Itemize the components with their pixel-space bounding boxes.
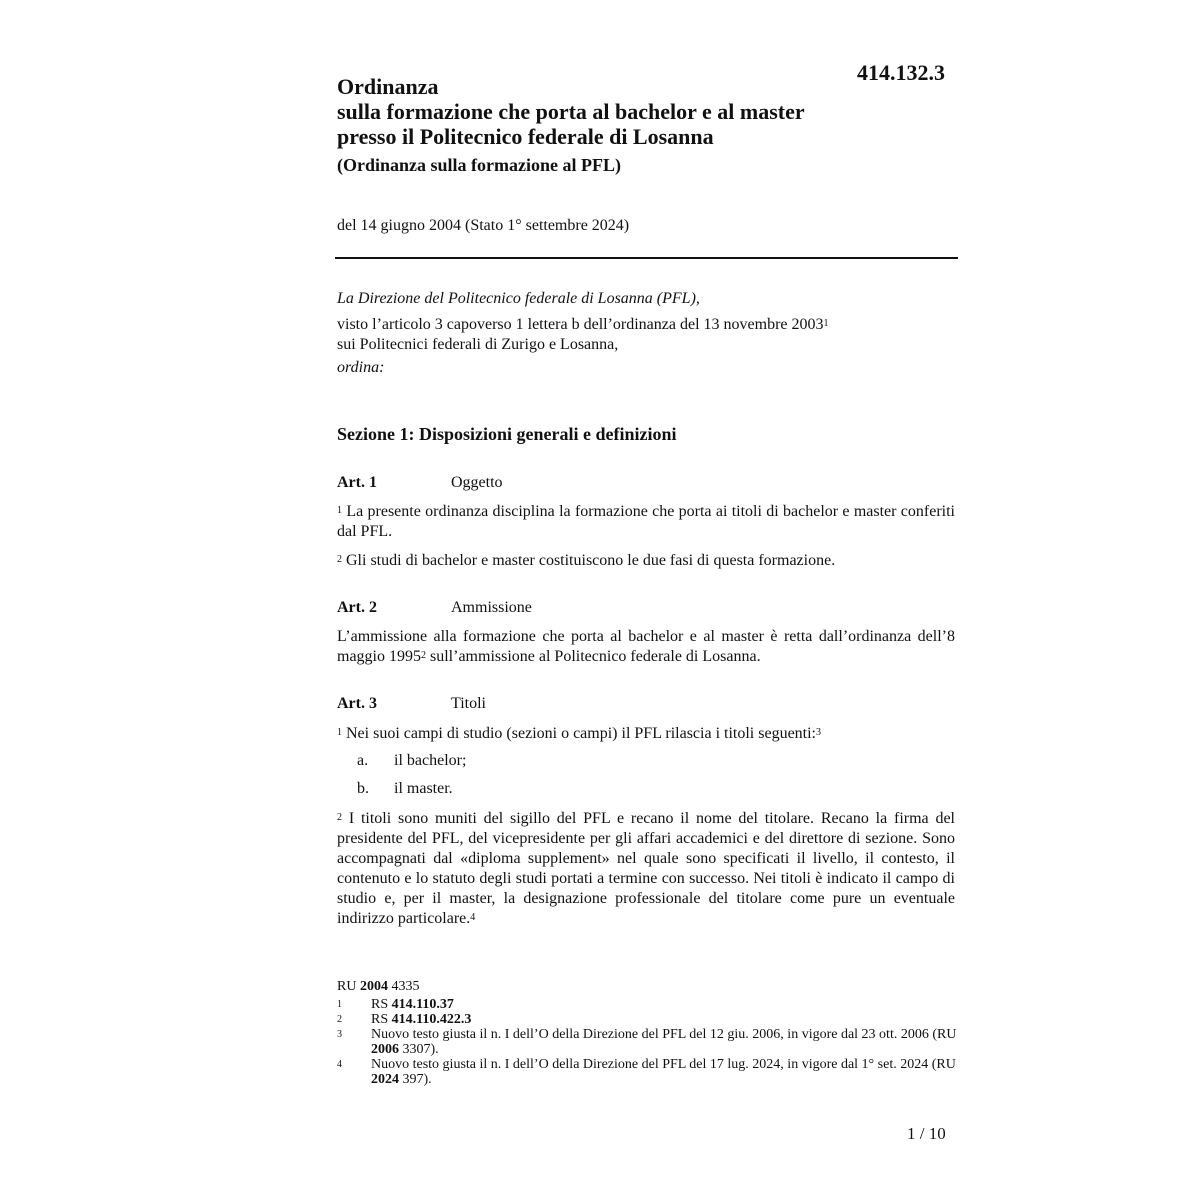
footnote-prefix: RS bbox=[371, 1012, 389, 1027]
art-1-para-1 bbox=[337, 502, 955, 542]
footnote-number: 3 bbox=[337, 1029, 342, 1040]
para-number: 2 bbox=[337, 812, 342, 823]
preamble-ordina: ordina: bbox=[337, 359, 385, 376]
para-number: 1 bbox=[337, 727, 342, 738]
footnote-year: 2006 bbox=[371, 1042, 399, 1057]
preamble-authority: La Direzione del Politecnico federale di Losanna (PFL), bbox=[337, 290, 700, 307]
preamble bbox=[337, 289, 957, 378]
list-item-label: b. bbox=[357, 780, 369, 797]
preamble-visto bbox=[337, 315, 957, 335]
footnote-2 bbox=[337, 1012, 957, 1027]
art-1-para-2 bbox=[337, 551, 955, 571]
title-divider bbox=[335, 257, 958, 259]
list-item bbox=[357, 752, 466, 770]
art-2-text-b: sull’ammissione al Politecnico federale di Losanna. bbox=[426, 648, 761, 665]
footnote-ref-2[interactable]: 2 bbox=[421, 650, 426, 661]
document-date: del 14 giugno 2004 (Stato 1° settembre 2024) bbox=[337, 217, 630, 234]
para-number: 1 bbox=[337, 505, 342, 516]
art-2-para bbox=[337, 627, 955, 667]
art-3-title: Titoli bbox=[451, 695, 486, 712]
list-item-text: il master. bbox=[394, 780, 453, 797]
art-1-para-1-text: La presente ordinanza disciplina la formazione che porta ai titoli di bachelor e master conferiti dal PFL. bbox=[337, 503, 956, 540]
footnote-text bbox=[371, 1027, 957, 1057]
list-item bbox=[357, 780, 453, 798]
page-number: 1 / 10 bbox=[907, 1124, 946, 1143]
art-3-para-2-text: I titoli sono muniti del sigillo del PFL e recano il nome del titolare. Recano la firma del presidente del PFL, del vicepresidente per gli affari accademici e del direttore di sezione. Sono accompagnati dal «diploma supplement» nel quale sono specificati il livello, il contesto, il contenuto e lo statuto degli studi portati a termine con successo. Nei titoli è indicato il campo di studio e, per il master, la designazione professionale del titolare come pure un eventuale indirizzo particolare. bbox=[337, 810, 956, 927]
footnote-number: 2 bbox=[337, 1014, 342, 1025]
document-code: 414.132.3 bbox=[857, 60, 945, 85]
art-3-heading bbox=[337, 695, 486, 713]
footnote-body: Nuovo testo giusta il n. I dell’O della Direzione del PFL del 17 lug. 2024, in vigore dal 1° set. 2024 (RU bbox=[371, 1057, 956, 1072]
ru-year: 2004 bbox=[359, 979, 388, 994]
footnote-ref: 414.110.422.3 bbox=[391, 1012, 472, 1027]
art-3-para-1-text: Nei suoi campi di studio (sezioni o campi) il PFL rilascia i titoli seguenti: bbox=[346, 725, 816, 742]
art-2-text-a: L’ammissione alla formazione che porta al bachelor e al master è retta dall’ordinanza dell’8 maggio 1995 bbox=[337, 628, 955, 665]
document-title bbox=[337, 74, 805, 149]
preamble-visto-line1: visto l’articolo 3 capoverso 1 lettera b dell’ordinanza del 13 novembre 2003 bbox=[337, 316, 824, 333]
footnote-3 bbox=[337, 1027, 957, 1057]
footnote-number: 1 bbox=[337, 999, 342, 1010]
art-1-heading bbox=[337, 474, 503, 492]
art-3-number: Art. 3 bbox=[337, 695, 377, 712]
footnote-ref-3[interactable]: 3 bbox=[816, 727, 821, 738]
title-line-1: Ordinanza bbox=[337, 74, 439, 99]
footnote-text bbox=[371, 1057, 957, 1087]
footnote-prefix: RS bbox=[371, 997, 389, 1012]
ru-prefix: RU bbox=[337, 979, 357, 994]
footnote-ref-4[interactable]: 4 bbox=[470, 912, 476, 923]
title-line-2: sulla formazione che porta al bachelor e al master bbox=[337, 99, 805, 124]
footnote-page: 3307). bbox=[402, 1042, 439, 1057]
ru-reference bbox=[337, 979, 957, 995]
footnote-ref-1[interactable]: 1 bbox=[823, 318, 829, 329]
footnotes bbox=[337, 979, 957, 1087]
art-2-title: Ammissione bbox=[451, 599, 532, 616]
footnote-text bbox=[371, 997, 957, 1012]
footnote-body: Nuovo testo giusta il n. I dell’O della Direzione del PFL del 12 giu. 2006, in vigore dal 23 ott. 2006 (RU bbox=[371, 1027, 957, 1042]
section-1-heading: Sezione 1: Disposizioni generali e definizioni bbox=[337, 424, 677, 444]
footnote-1 bbox=[337, 997, 957, 1012]
preamble-visto-line2: sui Politecnici federali di Zurigo e Losanna, bbox=[337, 336, 619, 353]
footnote-4 bbox=[337, 1057, 957, 1087]
document-subtitle: (Ordinanza sulla formazione al PFL) bbox=[337, 155, 621, 175]
art-1-title: Oggetto bbox=[451, 474, 503, 491]
art-3-para-1 bbox=[337, 724, 955, 744]
ru-page: 4335 bbox=[391, 979, 420, 994]
art-2-number: Art. 2 bbox=[337, 599, 377, 616]
footnote-number: 4 bbox=[337, 1059, 342, 1070]
list-item-text: il bachelor; bbox=[394, 752, 467, 769]
art-2-heading bbox=[337, 599, 532, 617]
footnote-text bbox=[371, 1012, 957, 1027]
art-1-number: Art. 1 bbox=[337, 474, 377, 491]
list-item-label: a. bbox=[357, 752, 369, 769]
footnote-year: 2024 bbox=[371, 1072, 399, 1087]
footnote-ref: 414.110.37 bbox=[391, 997, 454, 1012]
art-1-para-2-text: Gli studi di bachelor e master costituiscono le due fasi di questa formazione. bbox=[346, 552, 836, 569]
title-line-3: presso il Politecnico federale di Losanna bbox=[337, 124, 714, 149]
footnote-page: 397). bbox=[402, 1072, 432, 1087]
para-number: 2 bbox=[337, 554, 342, 565]
art-3-para-2 bbox=[337, 809, 955, 929]
